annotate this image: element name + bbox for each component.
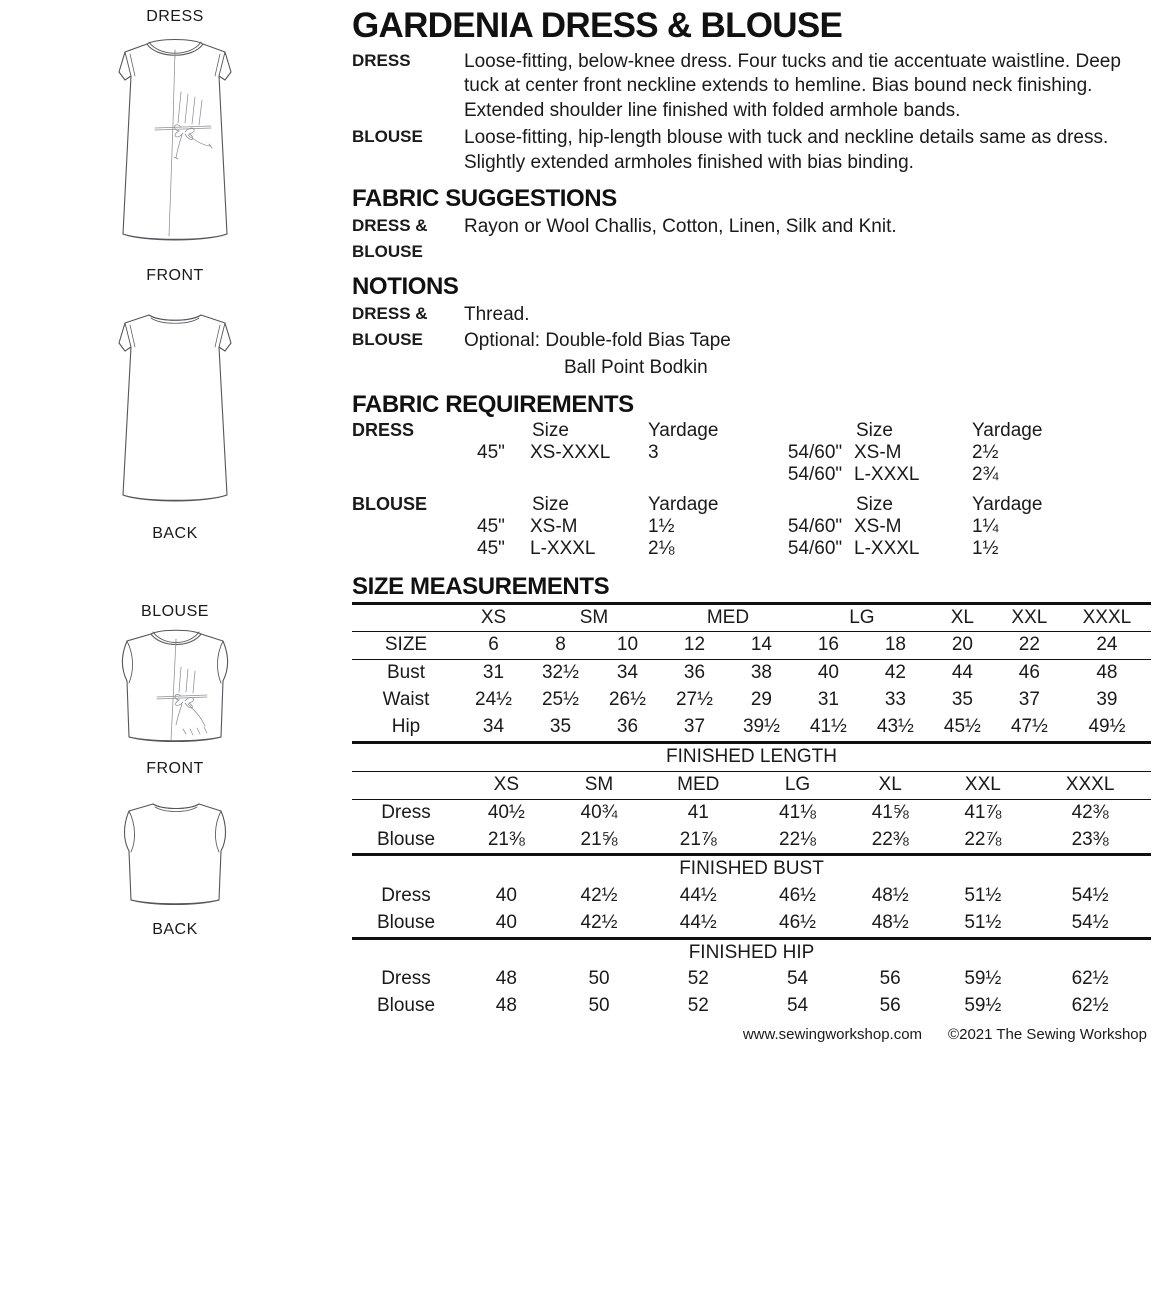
cell: 44½ xyxy=(679,911,717,933)
cell: 40 xyxy=(495,911,517,933)
cell: 42⅜ xyxy=(1071,801,1109,823)
fabric-req-size-right: XS-M xyxy=(854,516,902,538)
cell: 35 xyxy=(549,715,572,737)
fabric-suggestions-row xyxy=(352,214,1151,241)
fabric-req-width-left: 45" xyxy=(477,516,505,538)
cell: 20 xyxy=(951,634,973,656)
description-row-blouse xyxy=(352,125,1151,176)
dress-front-illustration xyxy=(85,28,265,263)
cell: 56 xyxy=(879,968,901,990)
page-title: GARDENIA DRESS & BLOUSE xyxy=(352,6,843,45)
cell: 54½ xyxy=(1071,911,1109,933)
fabric-req-group-label-blouse: BLOUSE xyxy=(352,494,428,515)
cell: 54½ xyxy=(1071,885,1109,907)
fabric-suggestions-text: Rayon or Wool Challis, Cotton, Linen, Silk and Knit. xyxy=(464,215,897,237)
row-label-size: SIZE xyxy=(384,634,428,656)
cell: 21⅝ xyxy=(580,828,618,850)
fabric-req-col-size-right-2: Size xyxy=(856,494,893,516)
fabric-suggestions-term-line1: DRESS & xyxy=(352,215,428,235)
cell: 36 xyxy=(616,715,639,737)
blouse-front-illustration xyxy=(95,621,255,756)
cell: 16 xyxy=(817,634,839,656)
finished-col-med: MED xyxy=(677,774,720,796)
notions-text-bias-tape: Optional: Double-fold Bias Tape xyxy=(464,330,731,352)
cell: 48 xyxy=(495,968,517,990)
row-label-waist: Waist xyxy=(382,688,430,710)
dress-back-bottom-label: BACK xyxy=(152,525,198,542)
row-label-blouse: Blouse xyxy=(376,828,436,850)
cell: 22⅞ xyxy=(964,828,1002,850)
fabric-req-yardage-left: 1½ xyxy=(648,516,675,538)
cell: 48½ xyxy=(871,885,909,907)
row-label-hip: Hip xyxy=(391,715,421,737)
cell: 14 xyxy=(750,634,772,656)
finished-length-column-header-row xyxy=(352,772,1151,800)
notions-text-thread: Thread. xyxy=(464,303,530,325)
cell: 42½ xyxy=(580,911,618,933)
cell: 43½ xyxy=(876,715,914,737)
fabric-req-yardage-left: 2⅛ xyxy=(648,538,675,560)
fabric-req-col-yardage-left-1: Yardage xyxy=(648,420,719,442)
table-row-size xyxy=(352,632,1151,660)
fabric-req-width-right: 54/60" xyxy=(787,516,843,538)
cell: 50 xyxy=(588,995,610,1017)
cell: 22 xyxy=(1018,634,1040,656)
cell: 32½ xyxy=(541,662,579,684)
cell: 41⅛ xyxy=(779,801,816,823)
row-label-dress: Dress xyxy=(381,885,431,907)
cell: 48½ xyxy=(871,911,909,933)
fabric-req-size-left: XS-XXXL xyxy=(530,442,611,464)
cell: 52 xyxy=(687,968,709,990)
finished-col-xl: XL xyxy=(878,774,902,796)
cell: 41⅝ xyxy=(871,801,909,823)
cell: 36 xyxy=(683,662,706,684)
blouse-back-illustration xyxy=(95,792,255,917)
size-group-header-row xyxy=(352,603,1151,632)
notions-list xyxy=(352,302,1151,382)
description-term-blouse: BLOUSE xyxy=(352,126,423,146)
cell: 50 xyxy=(588,968,610,990)
finished-bust-row-blouse xyxy=(352,910,1151,938)
fabric-suggestions-list xyxy=(352,214,1151,265)
finished-length-row-dress xyxy=(352,799,1151,826)
cell: 26½ xyxy=(608,688,646,710)
cell: 27½ xyxy=(675,688,713,710)
cell: 48 xyxy=(495,995,517,1017)
dress-front-bottom-label: FRONT xyxy=(146,267,204,284)
fabric-req-yardage-right: 1½ xyxy=(972,538,999,560)
cell: 35 xyxy=(951,688,973,710)
fabric-req-size-left: XS-M xyxy=(530,516,578,538)
fabric-req-width-right: 54/60" xyxy=(787,538,843,560)
finished-bust-heading-row xyxy=(352,855,1151,883)
garment-descriptions xyxy=(352,49,1151,176)
fabric-req-row xyxy=(352,442,1151,464)
cell: 42 xyxy=(884,662,906,684)
fabric-req-yardage-right: 1¼ xyxy=(972,516,999,538)
size-measurements-heading: SIZE MEASUREMENTS xyxy=(352,573,610,601)
cell: 51½ xyxy=(964,885,1002,907)
cell: 46½ xyxy=(779,911,816,933)
cell: 59½ xyxy=(964,995,1002,1017)
notions-term-line1: DRESS & xyxy=(352,303,428,323)
finished-measurements-table xyxy=(352,741,1151,1020)
cell: 62½ xyxy=(1071,995,1109,1017)
illustration-column xyxy=(0,0,350,1300)
footer-website[interactable]: www.sewingworkshop.com xyxy=(742,1025,923,1043)
cell: 22⅛ xyxy=(779,828,816,850)
fabric-req-width-right: 54/60" xyxy=(787,442,843,464)
fabric-suggestions-heading: FABRIC SUGGESTIONS xyxy=(352,185,617,213)
cell: 42½ xyxy=(580,885,618,907)
finished-hip-row-dress xyxy=(352,966,1151,993)
fabric-req-width-right: 54/60" xyxy=(787,464,843,486)
cell: 54 xyxy=(786,995,809,1017)
cell: 6 xyxy=(488,634,499,656)
cell: 56 xyxy=(879,995,901,1017)
cell: 10 xyxy=(616,634,639,656)
fabric-req-col-size-left-1: Size xyxy=(532,420,569,442)
cell: 8 xyxy=(555,634,566,656)
cell: 52 xyxy=(687,995,709,1017)
cell: 49½ xyxy=(1088,715,1126,737)
description-text-blouse: Loose-fitting, hip-length blouse with tuck and neckline details same as dress. Slightly extended armholes finished with bias binding. xyxy=(464,126,1109,173)
footer xyxy=(352,1026,1151,1043)
finished-hip-row-blouse xyxy=(352,993,1151,1020)
dress-front-top-label: DRESS xyxy=(146,8,204,25)
finished-bust-row-dress xyxy=(352,883,1151,910)
finished-length-row-blouse xyxy=(352,827,1151,855)
cell: 41⅞ xyxy=(964,801,1002,823)
dress-back-illustration xyxy=(85,299,265,521)
cell: 24½ xyxy=(475,688,512,710)
cell: 24 xyxy=(1096,634,1118,656)
finished-col-xs: XS xyxy=(493,774,520,796)
cell: 40¾ xyxy=(580,801,618,823)
footer-copyright: ©2021 The Sewing Workshop xyxy=(948,1025,1147,1043)
fabric-req-group-label-dress: DRESS xyxy=(352,420,415,441)
size-group-xxl: XXL xyxy=(1011,606,1048,628)
size-group-med: MED xyxy=(706,606,750,628)
row-label-dress: Dress xyxy=(381,801,431,823)
cell: 40½ xyxy=(487,801,525,823)
notions-row-1 xyxy=(352,302,1151,329)
fabric-req-size-right: L-XXXL xyxy=(854,464,920,486)
fabric-requirements-heading: FABRIC REQUIREMENTS xyxy=(352,390,634,418)
size-group-lg: LG xyxy=(849,606,875,628)
finished-length-header-blank xyxy=(352,772,460,800)
fabric-req-blouse-header-row xyxy=(352,494,1151,516)
finished-hip-heading: FINISHED HIP xyxy=(688,941,815,963)
blouse-front-top-label: BLOUSE xyxy=(141,603,209,620)
fabric-req-col-yardage-left-2: Yardage xyxy=(648,494,719,516)
table-row-bust xyxy=(352,660,1151,687)
finished-col-lg: LG xyxy=(784,774,811,796)
cell: 46 xyxy=(1018,662,1040,684)
cell: 41 xyxy=(687,801,709,823)
finished-col-xxxl: XXXL xyxy=(1065,774,1115,796)
cell: 44 xyxy=(951,662,973,684)
cell: 21⅞ xyxy=(679,828,717,850)
fabric-req-col-size-left-2: Size xyxy=(532,494,569,516)
cell: 62½ xyxy=(1071,968,1109,990)
fabric-req-size-right: XS-M xyxy=(854,442,902,464)
fabric-req-yardage-right: 2¾ xyxy=(972,464,999,486)
fabric-req-dress-header-row xyxy=(352,420,1151,442)
finished-length-heading-row xyxy=(352,743,1151,772)
row-label-dress: Dress xyxy=(381,968,431,990)
fabric-req-col-size-right-1: Size xyxy=(856,420,893,442)
size-group-xl: XL xyxy=(950,606,974,628)
fabric-req-col-yardage-right-2: Yardage xyxy=(972,494,1043,516)
table-row-waist xyxy=(352,687,1151,714)
notions-row-2 xyxy=(352,328,1151,355)
table-row-hip xyxy=(352,714,1151,741)
row-label-blouse: Blouse xyxy=(376,911,436,933)
finished-bust-heading: FINISHED BUST xyxy=(679,858,824,880)
row-label-bust: Bust xyxy=(386,662,426,684)
fabric-req-width-left: 45" xyxy=(477,538,505,560)
cell: 37 xyxy=(683,715,706,737)
notions-term-blank xyxy=(352,355,464,382)
fabric-req-size-right: L-XXXL xyxy=(854,538,920,560)
cell: 34 xyxy=(482,715,505,737)
blouse-back-bottom-label: BACK xyxy=(152,921,198,938)
cell: 51½ xyxy=(964,911,1002,933)
cell: 31 xyxy=(482,662,505,684)
cell: 12 xyxy=(683,634,706,656)
fabric-req-size-left: L-XXXL xyxy=(530,538,596,560)
cell: 23⅜ xyxy=(1071,828,1109,850)
blouse-front-bottom-label: FRONT xyxy=(146,760,204,777)
cell: 46½ xyxy=(779,885,816,907)
size-group-xxxl: XXXL xyxy=(1082,606,1132,628)
notions-text-bodkin: Ball Point Bodkin xyxy=(564,357,708,379)
description-text-dress: Loose-fitting, below-knee dress. Four tucks and tie accentuate waistline. Deep tuck at center front neckline extends to hemline. Bias bound neck finishing. Extended shoulder line finished with folded armhole bands. xyxy=(464,50,1121,122)
cell: 41½ xyxy=(809,715,847,737)
cell: 39½ xyxy=(742,715,780,737)
finished-hip-heading-row xyxy=(352,938,1151,966)
finished-col-sm: SM xyxy=(584,774,614,796)
cell: 33 xyxy=(884,688,906,710)
cell: 21⅜ xyxy=(487,828,525,850)
cell: 47½ xyxy=(1010,715,1048,737)
size-measurements-table xyxy=(352,602,1151,741)
cell: 38 xyxy=(750,662,772,684)
fabric-req-yardage-right: 2½ xyxy=(972,442,999,464)
fabric-requirements-table xyxy=(352,420,1151,560)
cell: 22⅜ xyxy=(871,828,909,850)
notions-term-line2: BLOUSE xyxy=(352,330,423,350)
description-row-dress xyxy=(352,49,1151,125)
cell: 44½ xyxy=(679,885,717,907)
notions-heading: NOTIONS xyxy=(352,273,459,301)
size-group-sm: SM xyxy=(579,606,609,628)
cell: 29 xyxy=(750,688,772,710)
notions-row-3 xyxy=(352,355,1151,382)
fabric-suggestions-row2 xyxy=(352,240,1151,264)
cell: 39 xyxy=(1096,688,1118,710)
cell: 45½ xyxy=(943,715,981,737)
fabric-suggestions-term-line2: BLOUSE xyxy=(352,242,423,262)
fabric-req-row xyxy=(352,516,1151,538)
content-column xyxy=(350,0,1161,1300)
fabric-req-row xyxy=(352,538,1151,560)
fabric-req-yardage-left: 3 xyxy=(648,442,659,464)
cell: 25½ xyxy=(541,688,579,710)
cell: 37 xyxy=(1018,688,1040,710)
fabric-req-row xyxy=(352,464,1151,486)
description-term-dress: DRESS xyxy=(352,50,411,70)
finished-col-xxl: XXL xyxy=(964,774,1001,796)
size-group-xs: XS xyxy=(480,606,507,628)
fabric-req-col-yardage-right-1: Yardage xyxy=(972,420,1043,442)
cell: 31 xyxy=(817,688,839,710)
fabric-req-width-left: 45" xyxy=(477,442,505,464)
cell: 40 xyxy=(495,885,517,907)
cell: 40 xyxy=(817,662,839,684)
finished-length-heading: FINISHED LENGTH xyxy=(665,746,838,768)
cell: 18 xyxy=(884,634,906,656)
size-group-header-blank xyxy=(352,603,460,632)
cell: 48 xyxy=(1096,662,1118,684)
cell: 59½ xyxy=(964,968,1002,990)
row-label-blouse: Blouse xyxy=(376,995,436,1017)
cell: 54 xyxy=(786,968,809,990)
cell: 34 xyxy=(616,662,639,684)
fabric-suggestions-blank xyxy=(464,240,1151,264)
